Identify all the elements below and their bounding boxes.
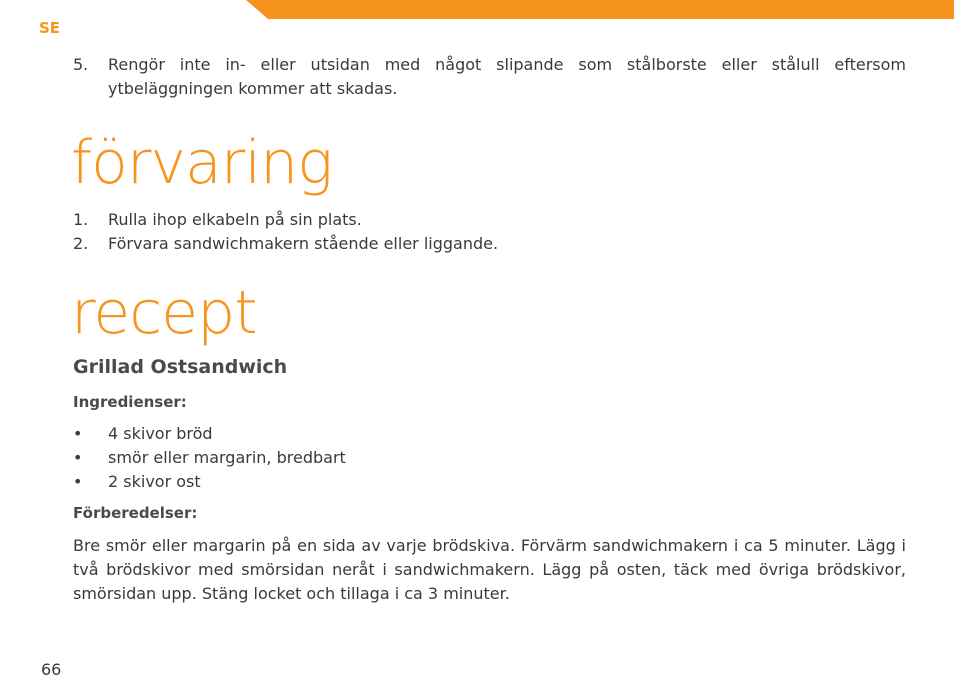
section-heading-recipe: recept xyxy=(71,278,257,348)
preparation-label: Förberedelser: xyxy=(73,504,198,522)
cleaning-instructions-list xyxy=(73,53,906,101)
list-item xyxy=(73,422,346,446)
ingredient-text: 4 skivor bröd xyxy=(108,424,213,443)
language-code: SE xyxy=(39,19,61,37)
list-item xyxy=(73,53,906,101)
list-item-text: Rulla ihop elkabeln på sin plats. xyxy=(108,210,362,229)
list-item-text: Förvara sandwichmakern stående eller liggande. xyxy=(108,234,499,253)
bullet-icon: • xyxy=(73,472,83,491)
header-accent-bar xyxy=(246,0,954,19)
preparation-text: Bre smör eller margarin på en sida av varje brödskiva. Förvärm sandwichmakern i ca 5 minuter. Lägg i två brödskivor med smörsidan neråt i sandwichmakern. Lägg på osten, täck med övriga brödskivor, smörsidan upp. Stäng locket och tillaga i ca 3 minuter. xyxy=(73,536,906,603)
ingredient-text: 2 skivor ost xyxy=(108,472,201,491)
bullet-icon: • xyxy=(73,448,83,467)
ingredient-text: smör eller margarin, bredbart xyxy=(108,448,346,467)
section-heading-storage: förvaring xyxy=(71,128,333,198)
list-item xyxy=(73,470,346,494)
recipe-title: Grillad Ostsandwich xyxy=(73,356,288,378)
list-item xyxy=(73,446,346,470)
list-item-number: 5. xyxy=(73,55,89,74)
list-item-number: 1. xyxy=(73,210,89,229)
list-item-number: 2. xyxy=(73,234,89,253)
bullet-icon: • xyxy=(73,424,83,443)
list-item xyxy=(73,232,906,256)
ingredients-list xyxy=(73,422,346,494)
storage-instructions-list xyxy=(73,208,906,256)
ingredients-label: Ingredienser: xyxy=(73,393,187,411)
page-number: 66 xyxy=(41,660,62,679)
list-item-text: Rengör inte in- eller utsidan med något slipande som stålborste eller stålull eftersom ytbeläggningen kommer att skadas. xyxy=(108,55,906,98)
list-item xyxy=(73,208,906,232)
